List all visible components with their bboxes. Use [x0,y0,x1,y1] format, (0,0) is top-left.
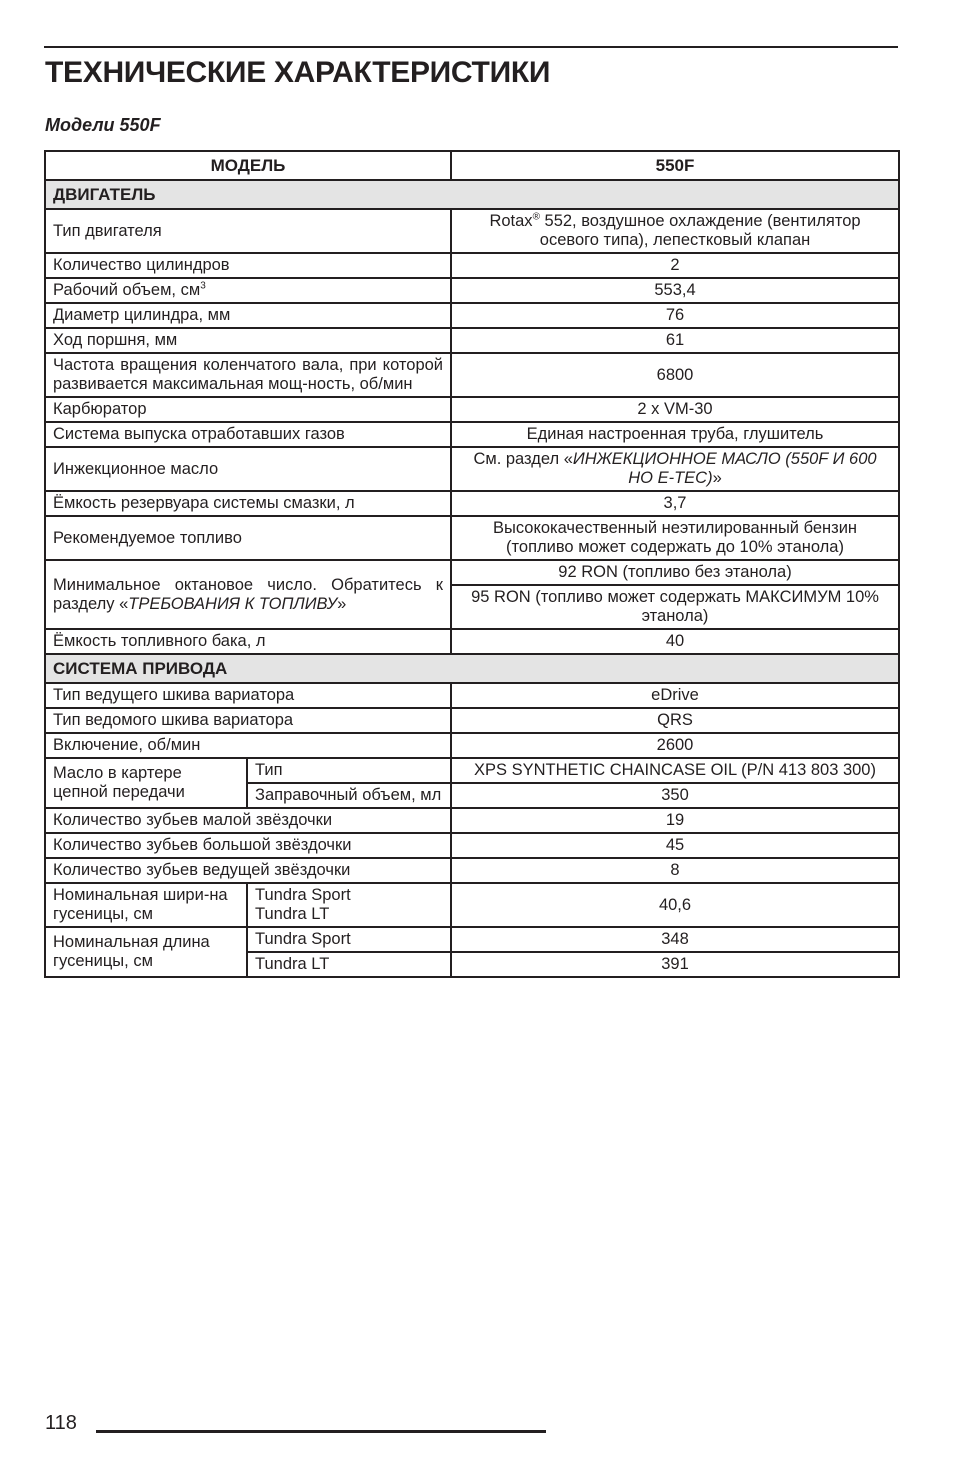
row-value: 350 [451,783,899,808]
section-engine: ДВИГАТЕЛЬ [45,180,899,209]
row-label: Тип ведущего шкива вариатора [45,683,451,708]
model-name: Tundra Sport [255,886,351,904]
row-label: Номинальная шири-на гусеницы, см [45,883,247,927]
row-value: Единая настроенная труба, глушитель [451,422,899,447]
section-drive: СИСТЕМА ПРИВОДА [45,654,899,683]
row-label: Ёмкость топливного бака, л [45,629,451,654]
row-value: 2 x VM-30 [451,397,899,422]
row-label: Включение, об/мин [45,733,451,758]
table-row [45,560,899,585]
header-model-value: 550F [451,151,899,180]
row-label: Тип двигателя [45,209,451,253]
value-text: » [712,469,722,487]
row-label: Ход поршня, мм [45,328,451,353]
table-row [45,397,899,422]
top-rule [44,46,898,48]
row-value: 45 [451,833,899,858]
label-text: Рабочий объем, см [53,281,201,299]
table-row [45,733,899,758]
table-row [45,758,899,783]
row-label: Тип ведомого шкива вариатора [45,708,451,733]
row-label: Масло в картере цепной передачи [45,758,247,808]
row-value: 3,7 [451,491,899,516]
page-title: ТЕХНИЧЕСКИЕ ХАРАКТЕРИСТИКИ [45,56,551,89]
section-row [45,180,899,209]
row-label: Количество зубьев ведущей звёздочки [45,858,451,883]
section-reference: ТРЕБОВАНИЯ К ТОПЛИВУ [128,594,338,613]
row-value: 348 [451,927,899,952]
table-row [45,422,899,447]
table-row [45,708,899,733]
row-value: 40 [451,629,899,654]
model-name: Tundra LT [255,905,330,923]
brand-text: Rotax [489,212,533,230]
table-row [45,516,899,560]
table-row [45,808,899,833]
row-label: Количество зубьев большой звёздочки [45,833,451,858]
row-label: Система выпуска отработавших газов [45,422,451,447]
row-label: Ёмкость резервуара системы смазки, л [45,491,451,516]
section-row [45,654,899,683]
header-model-label: МОДЕЛЬ [45,151,451,180]
footer-rule [96,1430,546,1433]
table-row [45,328,899,353]
row-label: Диаметр цилиндра, мм [45,303,451,328]
table-row [45,858,899,883]
table-row [45,253,899,278]
table-row [45,683,899,708]
table-row [45,303,899,328]
row-label: Номинальная длина гусеницы, см [45,927,247,977]
row-value: QRS [451,708,899,733]
row-sublabel: Tundra Sport [247,927,451,952]
row-label: Карбюратор [45,397,451,422]
row-label: Количество цилиндров [45,253,451,278]
row-value: 553,4 [451,278,899,303]
table-row [45,278,899,303]
value-text: См. раздел « [473,450,573,468]
row-value: 76 [451,303,899,328]
row-label: Частота вращения коленчатого вала, при которой развивается максимальная мощ-ность, об/мин [45,353,451,397]
table-header-row [45,151,899,180]
value-text: 552, воздушное охлаждение (вентилятор осевого типа), лепестковый клапан [539,212,861,249]
row-label: Количество зубьев малой звёздочки [45,808,451,833]
table-row [45,447,899,491]
row-value: 61 [451,328,899,353]
table-row [45,629,899,654]
row-value: 391 [451,952,899,977]
row-value: 2 [451,253,899,278]
table-row [45,353,899,397]
row-value: Высококачественный неэтилированный бензин (топливо может содержать до 10% этанола) [451,516,899,560]
row-value: eDrive [451,683,899,708]
row-value: XPS SYNTHETIC CHAINCASE OIL (P/N 413 803 300) [451,758,899,783]
row-sublabel: Заправочный объем, мл [247,783,451,808]
row-sublabel [247,883,451,927]
table-row [45,833,899,858]
label-text: Минимальное октановое число. Обратитесь к разделу « [53,575,444,613]
row-value: 2600 [451,733,899,758]
table-row [45,927,899,952]
row-value [451,447,899,491]
table-row [45,209,899,253]
page-number: 118 [45,1412,77,1434]
table-row [45,883,899,927]
row-sublabel: Тип [247,758,451,783]
row-value: 40,6 [451,883,899,927]
superscript: 3 [200,280,206,292]
table-row [45,491,899,516]
row-value: 6800 [451,353,899,397]
row-value: 19 [451,808,899,833]
section-reference: ИНЖЕКЦИОННОЕ МАСЛО (550F И 600 HO E-TEC) [572,450,877,487]
row-label [45,278,451,303]
row-value: 8 [451,858,899,883]
row-label: Инжекционное масло [45,447,451,491]
row-label [45,560,451,629]
spec-table [44,150,900,978]
subtitle: Модели 550F [45,115,161,135]
row-value: 95 RON (топливо может содержать МАКСИМУМ 10% этанола) [451,585,899,629]
row-value: 92 RON (топливо без этанола) [451,560,899,585]
row-value [451,209,899,253]
label-text: » [337,594,347,613]
row-label: Рекомендуемое топливо [45,516,451,560]
row-sublabel: Tundra LT [247,952,451,977]
registered-mark: ® [532,211,540,223]
